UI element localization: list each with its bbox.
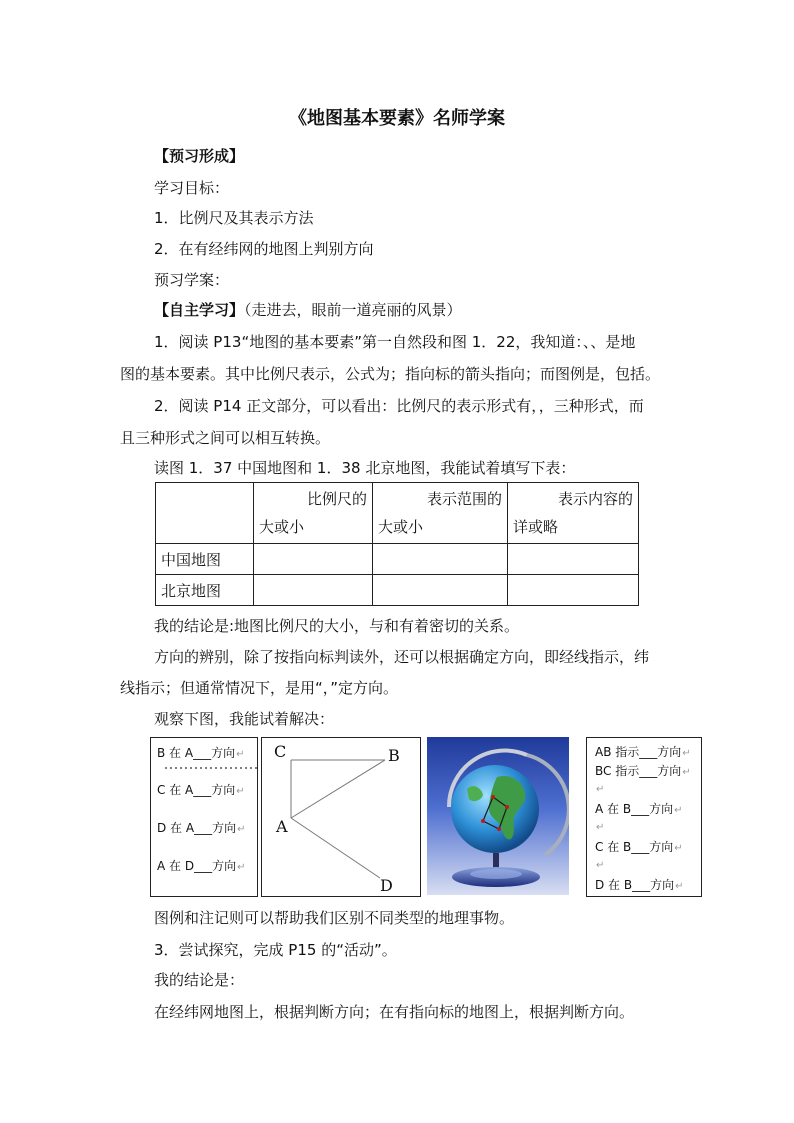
self-study-tagline: （走进去，眼前一道亮丽的风景） xyxy=(244,301,462,319)
page-title: 《地图基本要素》名师学案 xyxy=(289,108,505,129)
point-b-label: B xyxy=(388,746,400,765)
question-ab-direction: AB 指示___方向↵ xyxy=(595,745,691,759)
paragraph-2-line-1: 2．阅读 P14 正文部分，可以看出：比例尺的表示形式有，，三种形式，而 xyxy=(154,397,644,415)
question-d-from-b: D 在 B___方向↵ xyxy=(595,878,684,892)
question-a-from-d: A 在 D___方向↵ xyxy=(157,859,246,873)
goals-label: 学习目标： xyxy=(154,179,230,197)
legend-note: 图例和注记则可以帮助我们区别不同类型的地理事物。 xyxy=(154,909,515,927)
table-header-range: 表示范围的 大或小 xyxy=(373,483,508,544)
question-d-from-a: D 在 A___方向↵ xyxy=(157,821,246,835)
goal-2: 2．在有经纬网的地图上判别方向 xyxy=(154,240,374,258)
self-study-line xyxy=(154,300,462,320)
empty-line-mark: ↵ xyxy=(596,822,605,833)
conclusion-2: 在经纬网地图上，根据判断方向；在有指向标的地图上，根据判断方向。 xyxy=(154,1003,635,1021)
table-header-scale: 比例尺的 大或小 xyxy=(254,483,373,544)
table-cell-blank[interactable] xyxy=(254,544,373,575)
table-header-detail: 表示内容的 详或略 xyxy=(508,483,639,544)
direction-questions-box-left xyxy=(150,737,258,897)
paragraph-3: 3．尝试探究，完成 P15 的“活动”。 xyxy=(154,941,397,959)
empty-line-mark: ↵ xyxy=(596,860,605,871)
question-a-from-b: A 在 B___方向↵ xyxy=(595,802,683,816)
question-b-from-a: B 在 A___方向↵ xyxy=(157,746,245,760)
observe-instruction: 观察下图，我能试着解决： xyxy=(154,710,335,728)
table-header-empty xyxy=(156,483,254,544)
self-study-heading: 【自主学习】 xyxy=(154,301,245,319)
table-cell-blank[interactable] xyxy=(508,575,639,606)
preview-case-label: 预习学案： xyxy=(154,271,230,289)
globe-image xyxy=(427,737,569,895)
direction-questions-box-right xyxy=(586,737,702,897)
table-row xyxy=(156,544,639,575)
map-comparison-table xyxy=(155,482,639,606)
table-row xyxy=(156,575,639,606)
table-cell-blank[interactable] xyxy=(373,575,508,606)
dotted-divider xyxy=(165,766,257,770)
conclusion-1: 我的结论是:地图比例尺的大小，与和有着密切的关系。 xyxy=(154,617,520,635)
read-maps-instruction: 读图 1．37 中国地图和 1．38 北京地图，我能试着填写下表： xyxy=(154,459,576,477)
empty-line-mark: ↵ xyxy=(596,784,605,795)
section-preview-heading: 【预习形成】 xyxy=(154,147,245,165)
paragraph-1-line-1: 1．阅读 P13“地图的基本要素”第一自然段和图 1．22，我知道：、、是地 xyxy=(154,333,636,351)
conclusion-2-label: 我的结论是： xyxy=(154,971,245,989)
paragraph-1-line-2: 图的基本要素。其中比例尺表示，公式为；指向标的箭头指向；而图例是，包括。 xyxy=(120,365,661,383)
table-cell-blank[interactable] xyxy=(508,544,639,575)
paragraph-2-line-2: 且三种形式之间可以相互转换。 xyxy=(120,429,331,447)
globe-illustration xyxy=(427,737,569,895)
goal-1: 1．比例尺及其表示方法 xyxy=(154,209,314,227)
point-c-label: C xyxy=(274,742,287,761)
question-c-from-b: C 在 B___方向↵ xyxy=(595,840,683,854)
direction-paragraph-line-2: 线指示；但通常情况下，是用“，”定方向。 xyxy=(120,679,399,697)
point-d-label: D xyxy=(380,876,393,895)
question-c-from-a: C 在 A___方向↵ xyxy=(157,783,245,797)
table-cell-blank[interactable] xyxy=(373,544,508,575)
table-cell-map-name: 北京地图 xyxy=(156,575,254,606)
table-cell-blank[interactable] xyxy=(254,575,373,606)
direction-line-diagram xyxy=(261,737,421,897)
table-cell-map-name: 中国地图 xyxy=(156,544,254,575)
point-a-label: A xyxy=(276,817,288,836)
direction-paragraph-line-1: 方向的辨别，除了按指向标判读外，还可以根据确定方向，即经线指示，纬 xyxy=(154,648,650,666)
question-bc-direction: BC 指示___方向↵ xyxy=(595,764,691,778)
